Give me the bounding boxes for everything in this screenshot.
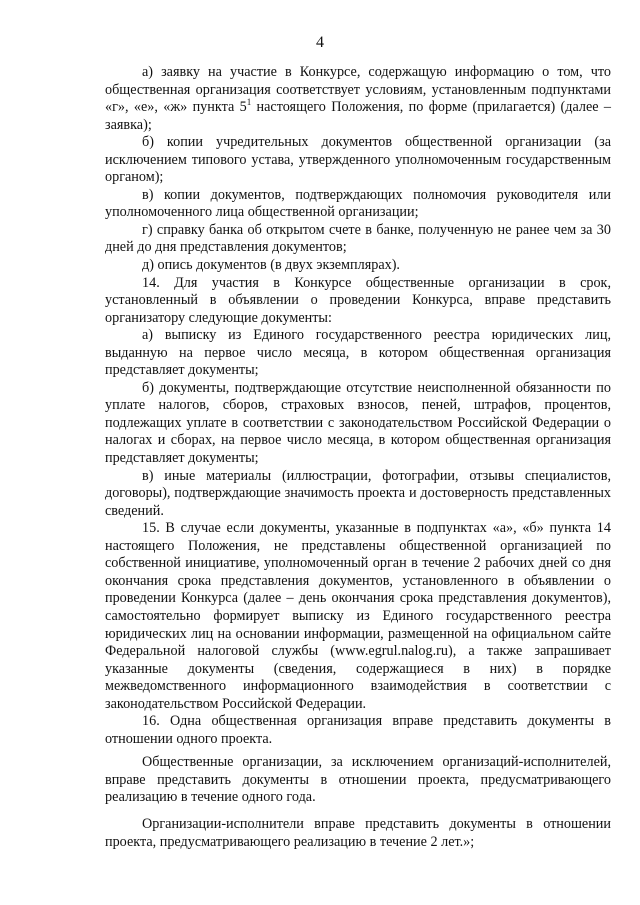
document-body — [105, 64, 611, 851]
paragraph-inventory: д) опись документов (в двух экземплярах). — [142, 257, 400, 274]
paragraph-14-tax-documents: б) документы, подтверждающие отсутствие неисполненной обязанности по уплате налогов, сборов, страховых взносов, пеней, штрафов, процентов, подлежащих уплате в соответствии с законодательством Российской Федерации о налогах и сборах, на первое число месяца, в котором общественная организация представляет документы; — [105, 379, 611, 467]
superscript: 1 — [246, 97, 252, 108]
paragraph-15: 15. В случае если документы, указанные в подпунктах «а», «б» пункта 14 настоящего Положения, не представлены общественной организацией по собственной инициативе, уполномоченный орган в течение 2 рабочих дней со дня окончания срока представления документов, установленного в объявлении о проведении Конкурса (далее – день окончания срока представления документов), самостоятельно формирует выписку из Единого государственного реестра юридических лиц на основании информации, размещенной на официальном сайте Федеральной налоговой службы (www.egrul.nalog.ru), а также запрашивает указанные документы (сведения, содержащиеся в них) в порядке межведомственного информационного взаимодействия в соответствии с законодательством Российской Федерации. — [105, 520, 611, 712]
paragraph-14: 14. Для участия в Конкурсе общественные организации в срок, установленный в объявлении о проведении Конкурса, вправе представить организатору следующие документы: — [105, 274, 611, 326]
paragraph-16-public-orgs: Общественные организации, за исключением организаций-исполнителей, вправе представить документы в отношении проекта, предусматривающего реализацию в течение одного года. — [105, 754, 611, 806]
paragraph-bank-certificate: г) справку банка об открытом счете в банке, полученную не ранее чем за 30 дней до дня представления документов; — [105, 221, 611, 256]
page-number: 4 — [316, 34, 324, 51]
paragraph-14-other-materials: в) иные материалы (иллюстрации, фотографии, отзывы специалистов, договоры), подтверждающие значимость проекта и достоверность представленных сведений. — [105, 467, 611, 519]
paragraph-authority-copies: в) копии документов, подтверждающих полномочия руководителя или уполномоченного лица общественной организации; — [105, 186, 611, 221]
paragraph-16: 16. Одна общественная организация вправе представить документы в отношении одного проекта. — [105, 713, 611, 747]
paragraph-16-executor-orgs: Организации-исполнители вправе представить документы в отношении проекта, предусматривающего реализацию в течение 2 лет.»; — [105, 815, 611, 850]
paragraph-charter-copies: б) копии учредительных документов общественной организации (за исключением типового устава, утвержденного уполномоченным государственным органом); — [105, 134, 611, 186]
paragraph-application: а) заявку на участие в Конкурсе, содержащую информацию о том, что общественная организация соответствует условиям, установленным подпунктами «г», «е», «ж» пункта $5^1$ настоящего Положения, по форме (прилагается) (далее – заявка); — [105, 64, 611, 133]
paragraph-14-registry-extract: а) выписку из Единого государственного реестра юридических лиц, выданную на первое число месяца, в котором общественная организация представляет документы; — [105, 327, 611, 379]
